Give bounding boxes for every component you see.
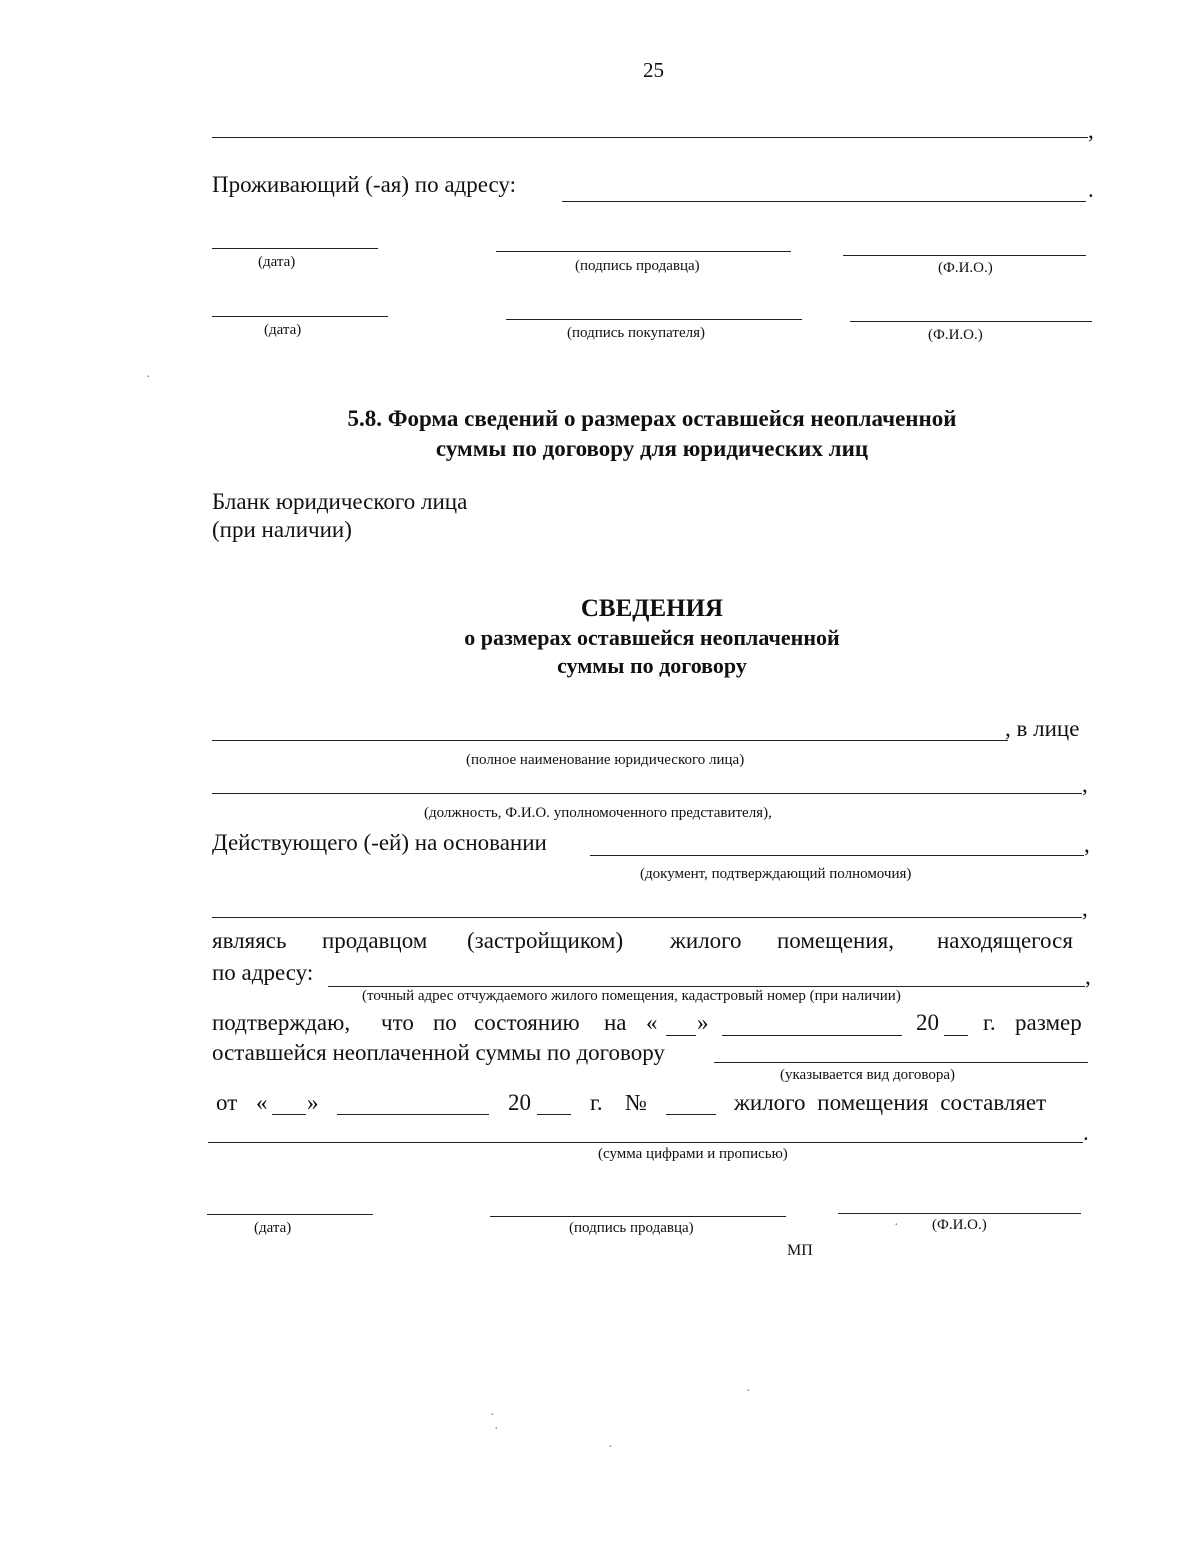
name-line <box>843 255 1086 256</box>
scan-speck: · <box>894 1218 899 1233</box>
section-title <box>212 404 1092 464</box>
number-sign: № <box>625 1090 647 1115</box>
address-line <box>328 986 1085 987</box>
period: . <box>1083 1120 1089 1145</box>
stamp-place: МП <box>787 1242 813 1259</box>
date-line <box>207 1214 373 1215</box>
quote-close: » <box>307 1090 319 1115</box>
scan-speck: · <box>490 1408 495 1423</box>
blank-line <box>212 137 1088 138</box>
text-word: размер <box>1015 1010 1082 1035</box>
signature-line <box>506 319 802 320</box>
text-word: жилого <box>670 928 742 953</box>
year-prefix: 20 <box>508 1090 531 1115</box>
address-line <box>562 201 1086 202</box>
amounts-to-label: жилого помещения составляет <box>734 1090 1047 1115</box>
year-prefix: 20 <box>916 1010 939 1035</box>
name-caption: (Ф.И.О.) <box>932 1217 987 1233</box>
remaining-label: оставшейся неоплаченной суммы по договору <box>212 1040 665 1065</box>
text-word: являясь <box>212 928 287 953</box>
contract-caption: (указывается вид договора) <box>780 1067 955 1083</box>
contract-line <box>714 1062 1088 1063</box>
from-label: от <box>216 1090 238 1115</box>
signature-line <box>490 1216 786 1217</box>
scan-speck: · <box>608 1440 613 1455</box>
sum-line <box>208 1142 1083 1143</box>
date-caption: (дата) <box>258 254 296 270</box>
in-person-label: , в лице <box>1005 716 1080 741</box>
number-line <box>666 1114 716 1115</box>
text-word: что <box>381 1010 414 1035</box>
text-word: подтверждаю, <box>212 1010 351 1035</box>
day-line <box>272 1114 306 1115</box>
year-line <box>537 1114 571 1115</box>
address-caption: (точный адрес отчуждаемого жилого помещения, кадастровый номер (при наличии) <box>362 988 901 1004</box>
month-line <box>722 1035 902 1036</box>
signature-line <box>496 251 791 252</box>
letterhead-note <box>212 488 467 544</box>
scan-speck: · <box>146 370 151 385</box>
blank-line <box>212 917 1082 918</box>
heading-subtitle: суммы по договору <box>557 653 747 678</box>
name-line <box>838 1213 1081 1214</box>
year-line <box>944 1035 968 1036</box>
comma: , <box>1082 772 1088 797</box>
date-caption: (дата) <box>264 322 302 338</box>
text-word: продавцом <box>322 928 428 953</box>
seller-signature-caption: (подпись продавца) <box>569 1220 694 1236</box>
document-caption: (документ, подтверждающий полномочия) <box>640 866 912 882</box>
entity-caption: (полное наименование юридического лица) <box>466 752 745 768</box>
text-word: (застройщиком) <box>467 928 624 953</box>
position-line <box>212 793 1082 794</box>
comma: , <box>1085 964 1091 989</box>
acting-label: Действующего (-ей) на основании <box>212 830 547 855</box>
text-word: помещения, <box>777 928 894 953</box>
letterhead-line: Бланк юридического лица <box>212 489 468 514</box>
entity-name-line <box>212 740 1008 741</box>
position-caption: (должность, Ф.И.О. уполномоченного представителя), <box>424 805 772 821</box>
section-title-line: 5.8. Форма сведений о размерах оставшейся неоплаченной <box>347 406 957 431</box>
seller-signature-caption: (подпись продавца) <box>575 258 700 274</box>
buyer-signature-caption: (подпись покупателя) <box>567 325 706 341</box>
comma: , <box>1084 832 1090 857</box>
date-line <box>212 248 378 249</box>
name-line <box>850 321 1092 322</box>
text-word: состоянию <box>474 1010 580 1035</box>
letterhead-line: (при наличии) <box>212 517 352 542</box>
year-abbrev: г. <box>983 1010 996 1035</box>
comma: , <box>1082 896 1088 921</box>
comma: , <box>1088 118 1094 143</box>
section-title-line: суммы по договору для юридических лиц <box>435 436 869 461</box>
sum-caption: (сумма цифрами и прописью) <box>598 1146 788 1162</box>
scan-speck: · <box>746 1384 751 1399</box>
quote-close: » <box>697 1010 709 1035</box>
name-caption: (Ф.И.О.) <box>938 260 993 276</box>
page-number: 25 <box>643 58 664 82</box>
text-word: на <box>604 1010 627 1035</box>
quote-open: « <box>256 1090 268 1115</box>
document-line <box>590 855 1084 856</box>
text-word: по <box>433 1010 457 1035</box>
text-word: находящегося <box>937 928 1073 953</box>
quote-open: « <box>646 1010 658 1035</box>
address-label: по адресу: <box>212 960 314 985</box>
date-caption: (дата) <box>254 1220 292 1236</box>
address-label: Проживающий (-ая) по адресу: <box>212 172 517 197</box>
scan-speck: · <box>494 1422 499 1437</box>
day-line <box>666 1035 696 1036</box>
period: . <box>1088 177 1094 202</box>
name-caption: (Ф.И.О.) <box>928 327 983 343</box>
heading-title: СВЕДЕНИЯ <box>580 595 724 622</box>
form-heading <box>212 594 1092 680</box>
heading-subtitle: о размерах оставшейся неоплаченной <box>464 625 840 650</box>
month-line <box>337 1114 489 1115</box>
date-line <box>212 316 388 317</box>
year-abbrev: г. <box>590 1090 603 1115</box>
